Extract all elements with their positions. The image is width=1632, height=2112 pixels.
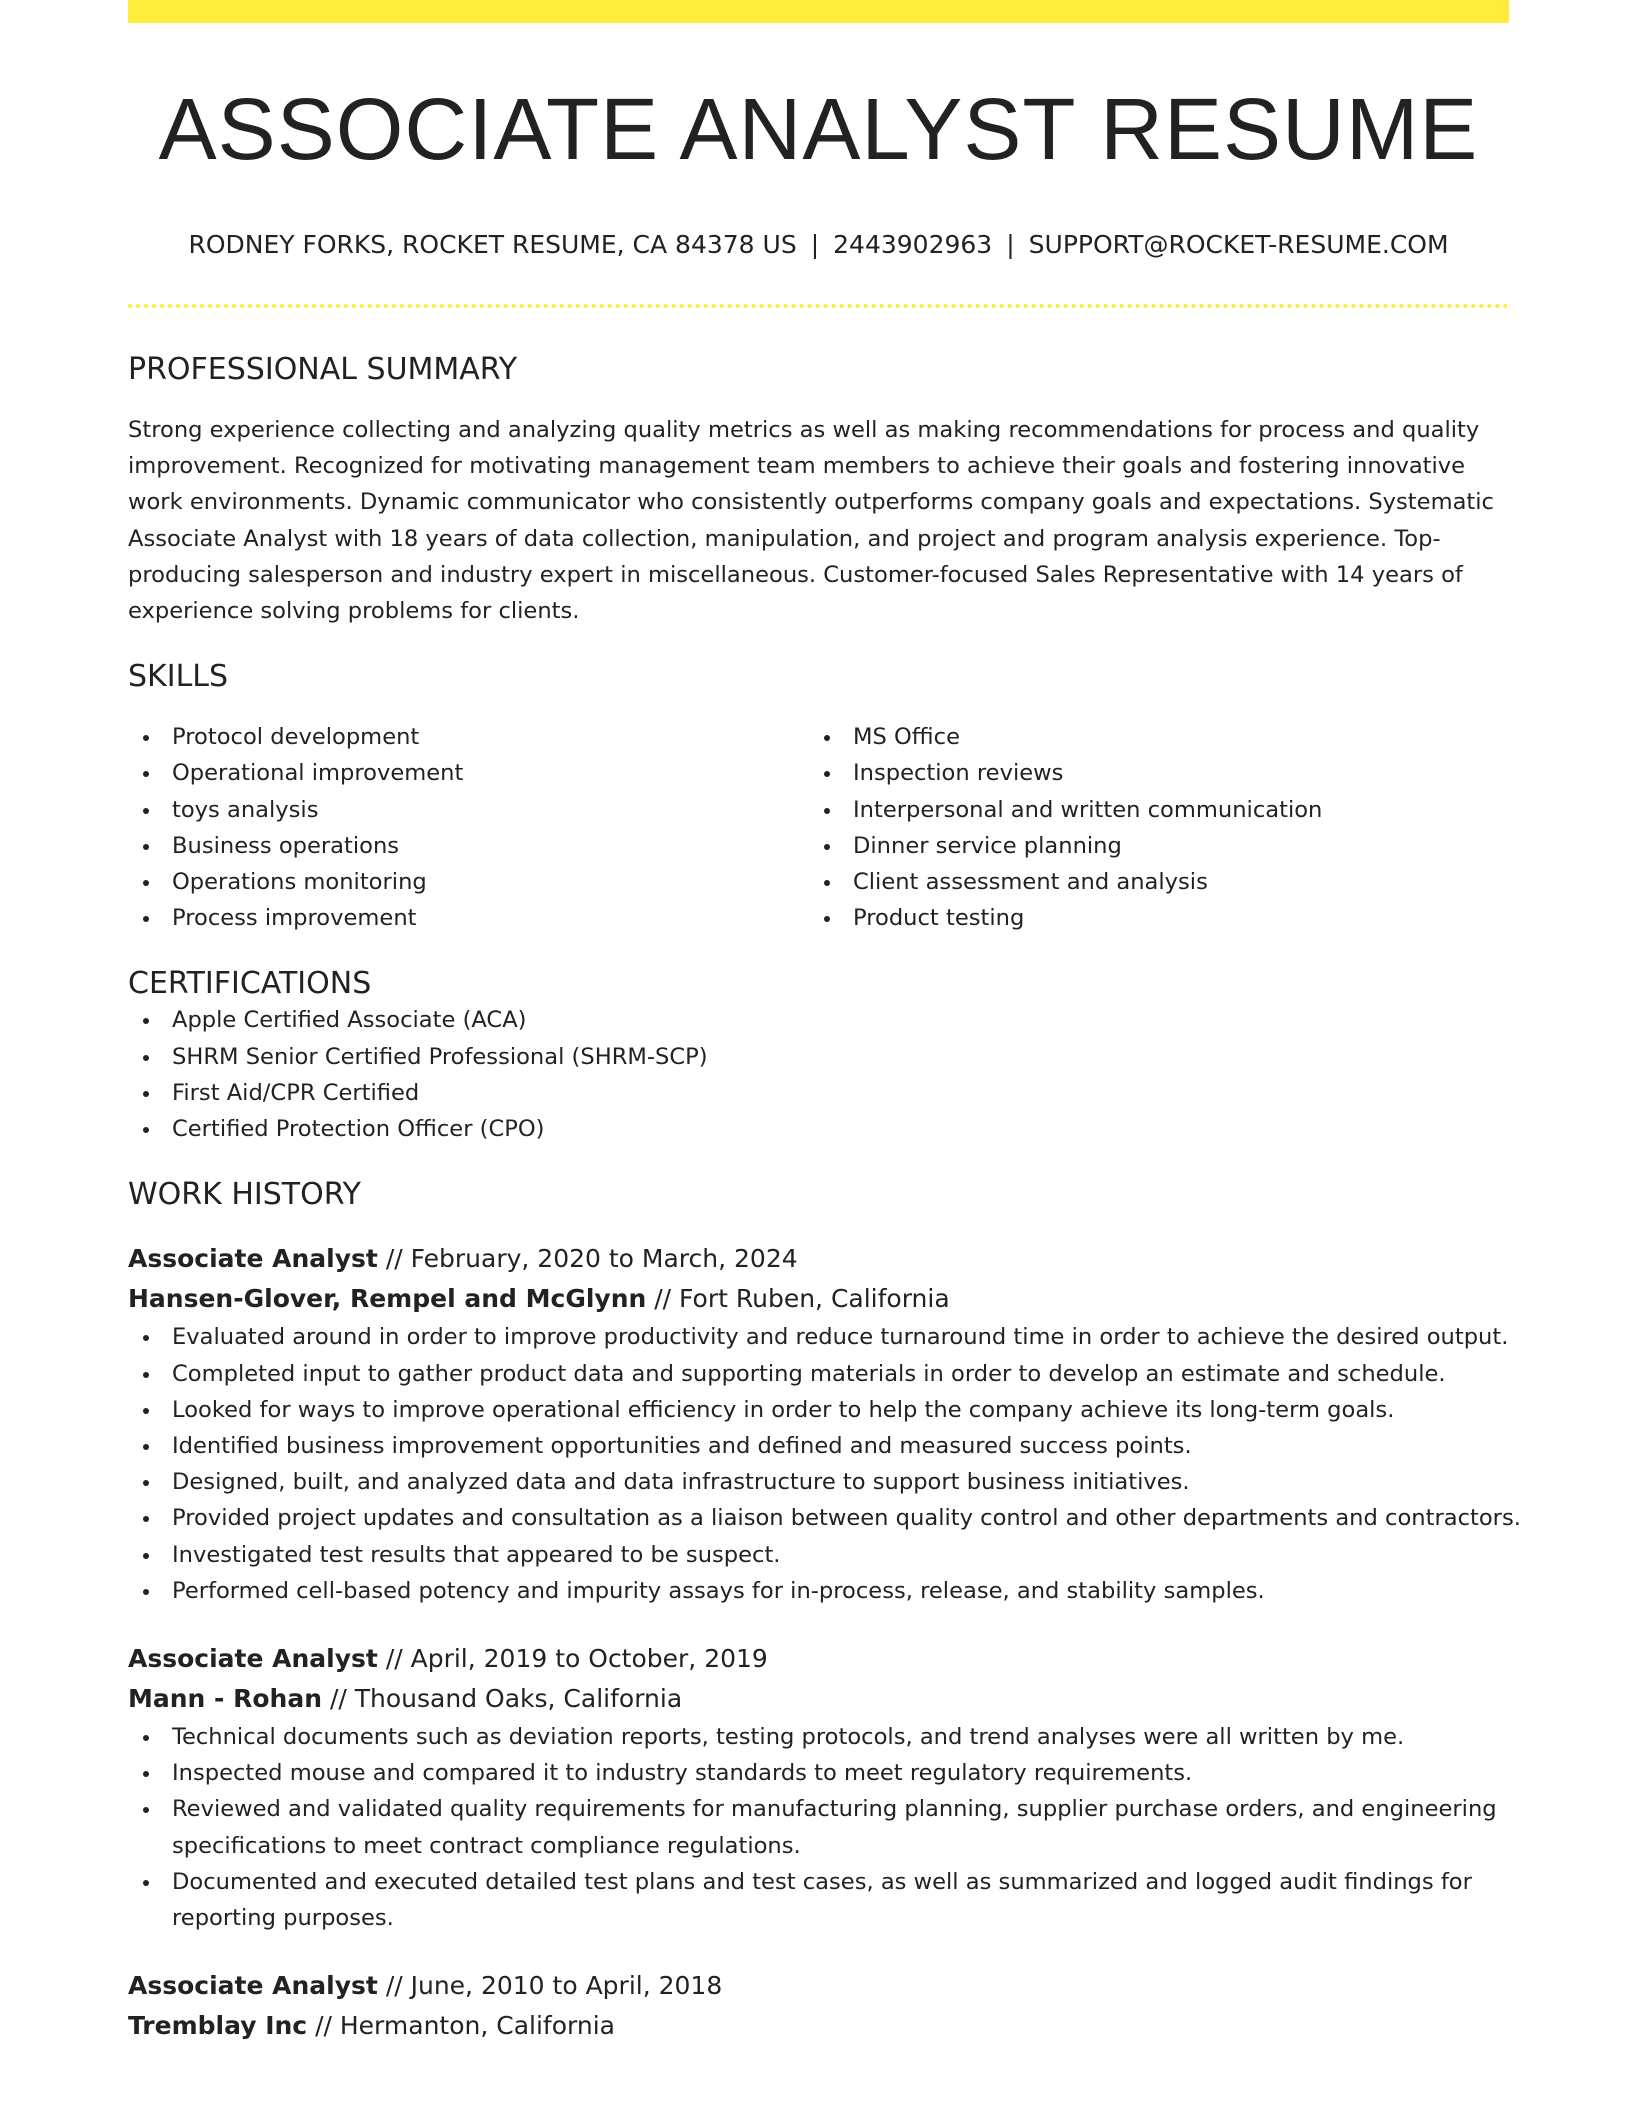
- job-location: // Hermanton, California: [307, 2011, 615, 2041]
- skills-list-left: [128, 719, 809, 936]
- job-bullet: Evaluated around in order to improve productivity and reduce turnaround time in order to achieve the desired output.: [128, 1319, 1509, 1355]
- contact-line: [128, 230, 1509, 260]
- job-bullet: Designed, built, and analyzed data and data infrastructure to support business initiatives.: [128, 1464, 1509, 1500]
- job-bullet: Provided project updates and consultation as a liaison between quality control and other departments and contractors.: [128, 1500, 1509, 1536]
- certification-item: Apple Certified Associate (ACA): [128, 1002, 1509, 1038]
- job-company: Mann - Rohan: [128, 1683, 323, 1713]
- job-company-line: [128, 1279, 1509, 1319]
- skill-item: Protocol development: [128, 719, 809, 755]
- contact-address: RODNEY FORKS, ROCKET RESUME, CA 84378 US: [188, 230, 797, 260]
- job-location: // Thousand Oaks, California: [322, 1683, 683, 1713]
- job-title: Associate Analyst: [128, 1971, 378, 2001]
- job-bullets: [128, 1319, 1521, 1609]
- contact-phone: 2443902963: [833, 230, 993, 260]
- summary-heading: PROFESSIONAL SUMMARY: [128, 352, 518, 388]
- job-bullet: Performed cell-based potency and impurity assays for in-process, release, and stability samples.: [128, 1573, 1509, 1609]
- job-company-line: [128, 1679, 1509, 1719]
- job-company: Hansen-Glover, Rempel and McGlynn: [128, 1284, 647, 1314]
- job-bullet: Technical documents such as deviation reports, testing protocols, and trend analyses were all written by me.: [128, 1719, 1509, 1755]
- skill-item: Dinner service planning: [809, 828, 1509, 864]
- job-title: Associate Analyst: [128, 1643, 378, 1673]
- skill-item: Product testing: [809, 900, 1509, 936]
- contact-email: SUPPORT@ROCKET-RESUME.COM: [1028, 230, 1449, 260]
- certifications-list: [128, 1002, 1509, 1147]
- job-dates: // April, 2019 to October, 2019: [377, 1643, 768, 1673]
- job-bullet: Investigated test results that appeared to be suspect.: [128, 1537, 1509, 1573]
- job-company-line: [128, 2006, 1509, 2046]
- job-bullet: Reviewed and validated quality requirements for manufacturing planning, supplier purchase orders, and engineering specifications to meet contract compliance regulations.: [128, 1791, 1509, 1863]
- job-title-line: [128, 1239, 1509, 1279]
- job-dates: // February, 2020 to March, 2024: [377, 1244, 798, 1274]
- skill-item: Interpersonal and written communication: [809, 792, 1509, 828]
- job-title-line: [128, 1639, 1509, 1679]
- job-bullet: Completed input to gather product data and supporting materials in order to develop an estimate and schedule.: [128, 1356, 1509, 1392]
- certification-item: SHRM Senior Certified Professional (SHRM-SCP): [128, 1039, 1509, 1075]
- dotted-divider: [128, 304, 1509, 308]
- accent-top-bar: [128, 0, 1509, 23]
- skill-item: Process improvement: [128, 900, 809, 936]
- skill-item: Operations monitoring: [128, 864, 809, 900]
- certification-item: First Aid/CPR Certified: [128, 1075, 1509, 1111]
- work-history-heading: WORK HISTORY: [128, 1177, 361, 1213]
- skills-heading: SKILLS: [128, 659, 229, 695]
- job-dates: // June, 2010 to April, 2018: [377, 1971, 723, 2001]
- certification-item: Certified Protection Officer (CPO): [128, 1111, 1509, 1147]
- skills-list-right: [809, 719, 1509, 936]
- skill-item: Client assessment and analysis: [809, 864, 1509, 900]
- skill-item: Operational improvement: [128, 755, 809, 791]
- job-bullet: Looked for ways to improve operational efficiency in order to help the company achieve its long-term goals.: [128, 1392, 1509, 1428]
- skills-columns: [128, 719, 1509, 936]
- job-bullet: Identified business improvement opportunities and defined and measured success points.: [128, 1428, 1509, 1464]
- skill-item: toys analysis: [128, 792, 809, 828]
- job-location: // Fort Ruben, California: [646, 1284, 950, 1314]
- skill-item: Business operations: [128, 828, 809, 864]
- certifications-heading: CERTIFICATIONS: [128, 966, 372, 1002]
- resume-page: [128, 0, 1521, 2046]
- job-company: Tremblay Inc: [128, 2011, 308, 2041]
- job-bullet: Inspected mouse and compared it to industry standards to meet regulatory requirements.: [128, 1755, 1509, 1791]
- contact-separator: |: [810, 230, 820, 260]
- contact-separator: |: [1006, 230, 1015, 260]
- job-bullets: [128, 1719, 1509, 1936]
- job-title-line: [128, 1966, 1509, 2006]
- job-title: Associate Analyst: [128, 1244, 378, 1274]
- summary-text: Strong experience collecting and analyzing quality metrics as well as making recommendations for process and quality improvement. Recognized for motivating management team members to achieve their goals and fostering innovative work environments. Dynamic communicator who consistently outperforms company goals and expectations. Systematic Associate Analyst with 18 years of data collection, manipulation, and project and program analysis experience. Top-producing salesperson and industry expert in miscellaneous. Customer-focused Sales Representative with 14 years of experience solving problems for clients.: [128, 417, 1494, 625]
- resume-title: ASSOCIATE ANALYST RESUME: [158, 81, 1479, 178]
- skill-item: MS Office: [809, 719, 1509, 755]
- skill-item: Inspection reviews: [809, 755, 1509, 791]
- job-bullet: Documented and executed detailed test plans and test cases, as well as summarized and logged audit findings for reporting purposes.: [128, 1864, 1509, 1936]
